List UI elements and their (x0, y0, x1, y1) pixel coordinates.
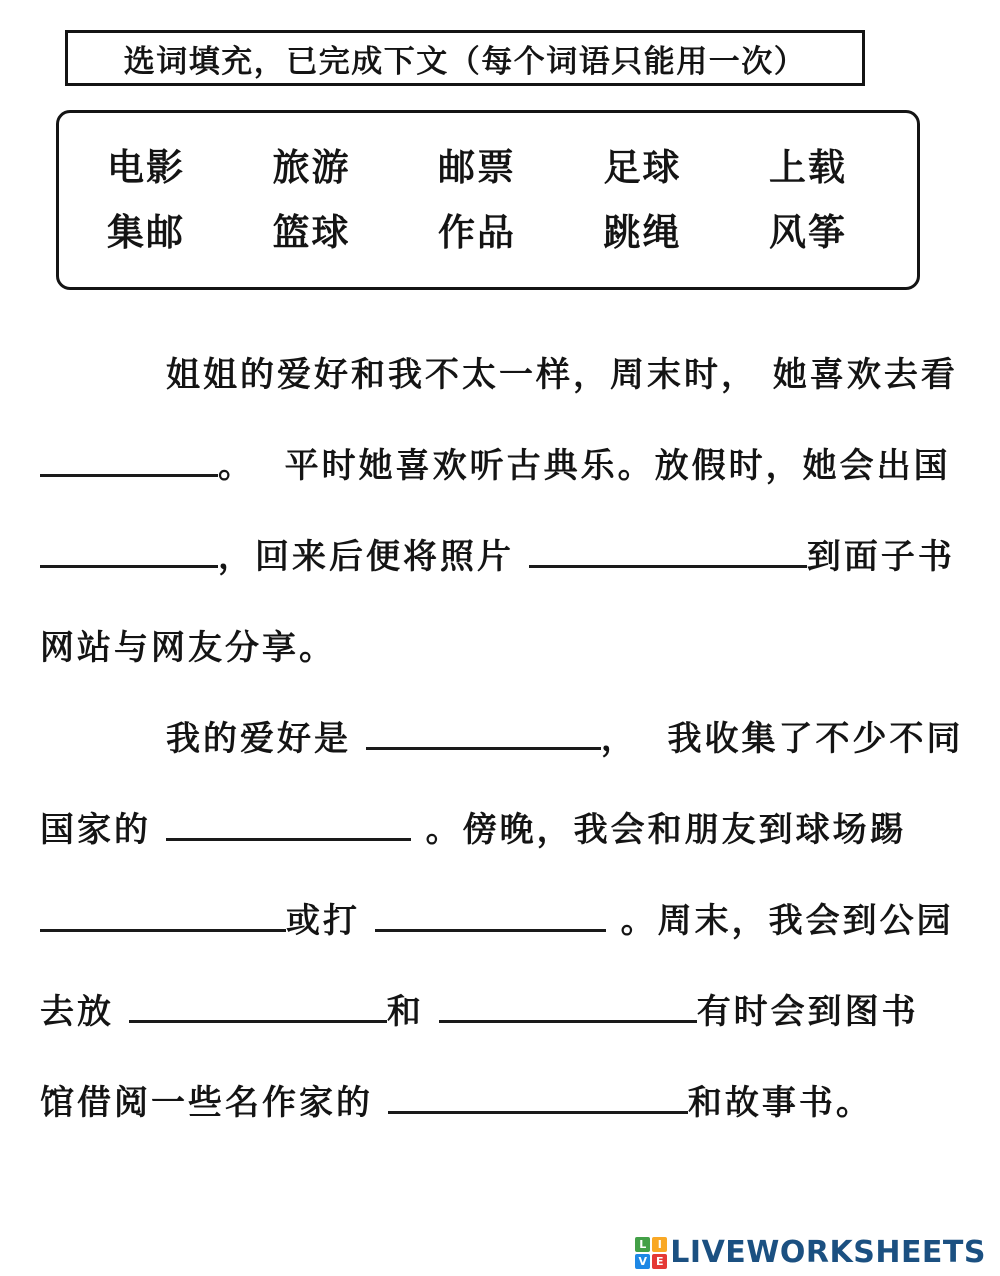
passage-text: 和 (386, 992, 439, 1032)
blank-field[interactable] (40, 898, 286, 932)
blank-field[interactable] (366, 716, 601, 750)
passage-line (40, 603, 975, 694)
word-bank-word: 作品 (438, 210, 516, 254)
passage-line (40, 694, 975, 785)
passage-text: 姐姐的爱好和我不太一样，周末时， 她喜欢去看 (166, 355, 958, 395)
passage-text: ， 我收集了不少不同 (600, 719, 964, 759)
passage-text: 到面子书 (806, 537, 955, 577)
passage-text: 馆借阅一些名作家的 (40, 1083, 388, 1123)
passage-line (40, 1058, 975, 1149)
logo-tile-v: V (635, 1254, 650, 1269)
passage-text: ，回来后便将照片 (218, 537, 529, 577)
word-bank-word: 上载 (769, 145, 847, 189)
passage-text: 去放 (40, 992, 129, 1032)
passage-line (40, 421, 975, 512)
passage-line (40, 876, 975, 967)
word-bank-row (107, 210, 847, 254)
passage-text: 我的爱好是 (166, 719, 366, 759)
passage-text: 和故事书。 (687, 1083, 873, 1123)
passage-text: 。傍晚，我会和朋友到球场踢 (410, 810, 907, 850)
blank-field[interactable] (439, 989, 697, 1023)
blank-field[interactable] (375, 898, 606, 932)
logo-tile-i: I (652, 1237, 667, 1252)
blank-field[interactable] (40, 534, 218, 568)
liveworksheets-logo-icon (635, 1237, 667, 1269)
passage-text: 国家的 (40, 810, 166, 850)
word-bank-word: 电影 (107, 145, 185, 189)
worksheet-title-box (65, 30, 865, 86)
passage-text: 或打 (286, 901, 375, 941)
blank-field[interactable] (166, 807, 411, 841)
passage-line (40, 785, 975, 876)
blank-field[interactable] (529, 534, 807, 568)
passage-text: 网站与网友分享。 (40, 628, 336, 668)
worksheet-title: 选词填充，已完成下文（每个词语只能用一次） (123, 43, 807, 80)
word-bank-word: 邮票 (438, 145, 516, 189)
passage-line (40, 967, 975, 1058)
passage (40, 330, 975, 1149)
word-bank-row (107, 145, 847, 189)
passage-line (40, 330, 975, 421)
passage-text: 。周末，我会到公园 (605, 901, 954, 941)
word-bank-word: 篮球 (272, 210, 351, 254)
word-bank-word: 风筝 (769, 210, 847, 254)
word-bank-word: 跳绳 (603, 210, 682, 254)
word-bank-word: 集邮 (107, 210, 185, 254)
liveworksheets-logo[interactable] (635, 1235, 986, 1270)
logo-tile-l: L (635, 1237, 650, 1252)
passage-text: 。 平时她喜欢听古典乐。放假时，她会出国 (218, 446, 951, 486)
blank-field[interactable] (40, 443, 218, 477)
word-bank-word: 旅游 (272, 145, 351, 189)
liveworksheets-brand-text: LIVEWORKSHEETS (670, 1235, 986, 1270)
word-bank-word: 足球 (603, 145, 682, 189)
logo-tile-e: E (652, 1254, 667, 1269)
blank-field[interactable] (388, 1080, 688, 1114)
blank-field[interactable] (129, 989, 387, 1023)
word-bank-box (56, 110, 920, 290)
passage-line (40, 512, 975, 603)
passage-text: 有时会到图书 (696, 992, 919, 1032)
